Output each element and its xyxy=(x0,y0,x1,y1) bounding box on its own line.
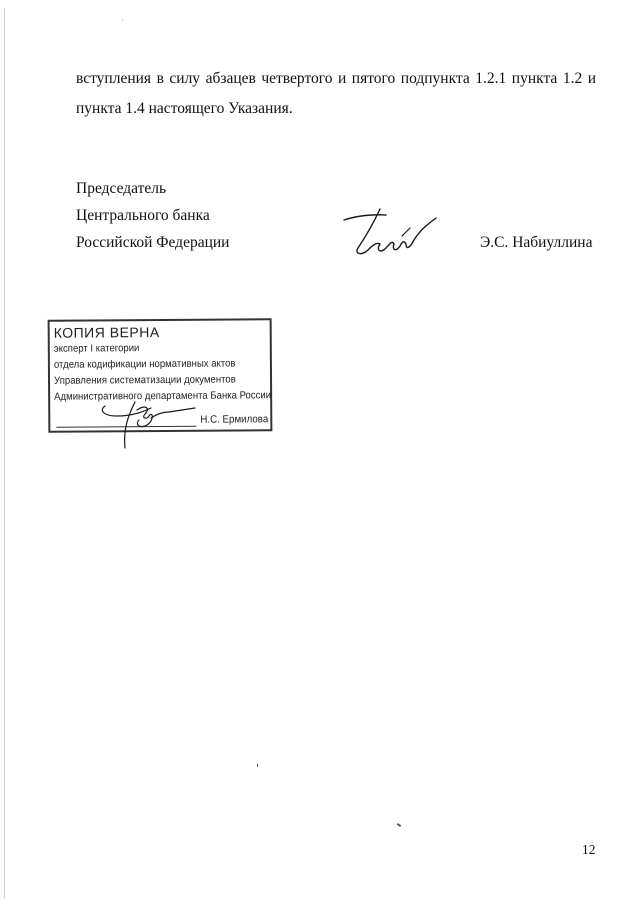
scan-speck xyxy=(397,823,401,827)
chairman-signature xyxy=(336,206,448,262)
page-number: 12 xyxy=(582,842,596,857)
stamp-line-2: отдела кодификации нормативных актов xyxy=(53,358,236,371)
stamp-signer-name: Н.С. Ермилова xyxy=(200,413,269,426)
stamp-signature xyxy=(95,400,205,452)
stamp-line-1: эксперт I категории xyxy=(53,343,140,355)
signatory-title-line-3: Российской Федерации xyxy=(76,234,230,251)
signatory-title-line-2: Центрального банка xyxy=(76,207,210,224)
signatory-name: Э.С. Набиуллина xyxy=(480,234,593,251)
scan-speck xyxy=(122,20,123,21)
signatory-title-block xyxy=(76,175,229,256)
scan-speck xyxy=(257,764,258,767)
body-line-1: вступления в силу абзацев четвертого и пятого подпункта 1.2.1 пункта 1.2 и xyxy=(76,70,596,87)
stamp-heading: КОПИЯ ВЕРНА xyxy=(53,324,160,341)
page-edge-line xyxy=(4,8,5,898)
body-line-2: пункта 1.4 настоящего Указания. xyxy=(76,100,293,117)
stamp-line-3: Управления систематизации документов xyxy=(53,374,236,387)
body-paragraph xyxy=(76,64,596,124)
signatory-title-line-1: Председатель xyxy=(76,180,167,197)
stamp-line-4: Административного департамента Банка России xyxy=(54,390,272,403)
